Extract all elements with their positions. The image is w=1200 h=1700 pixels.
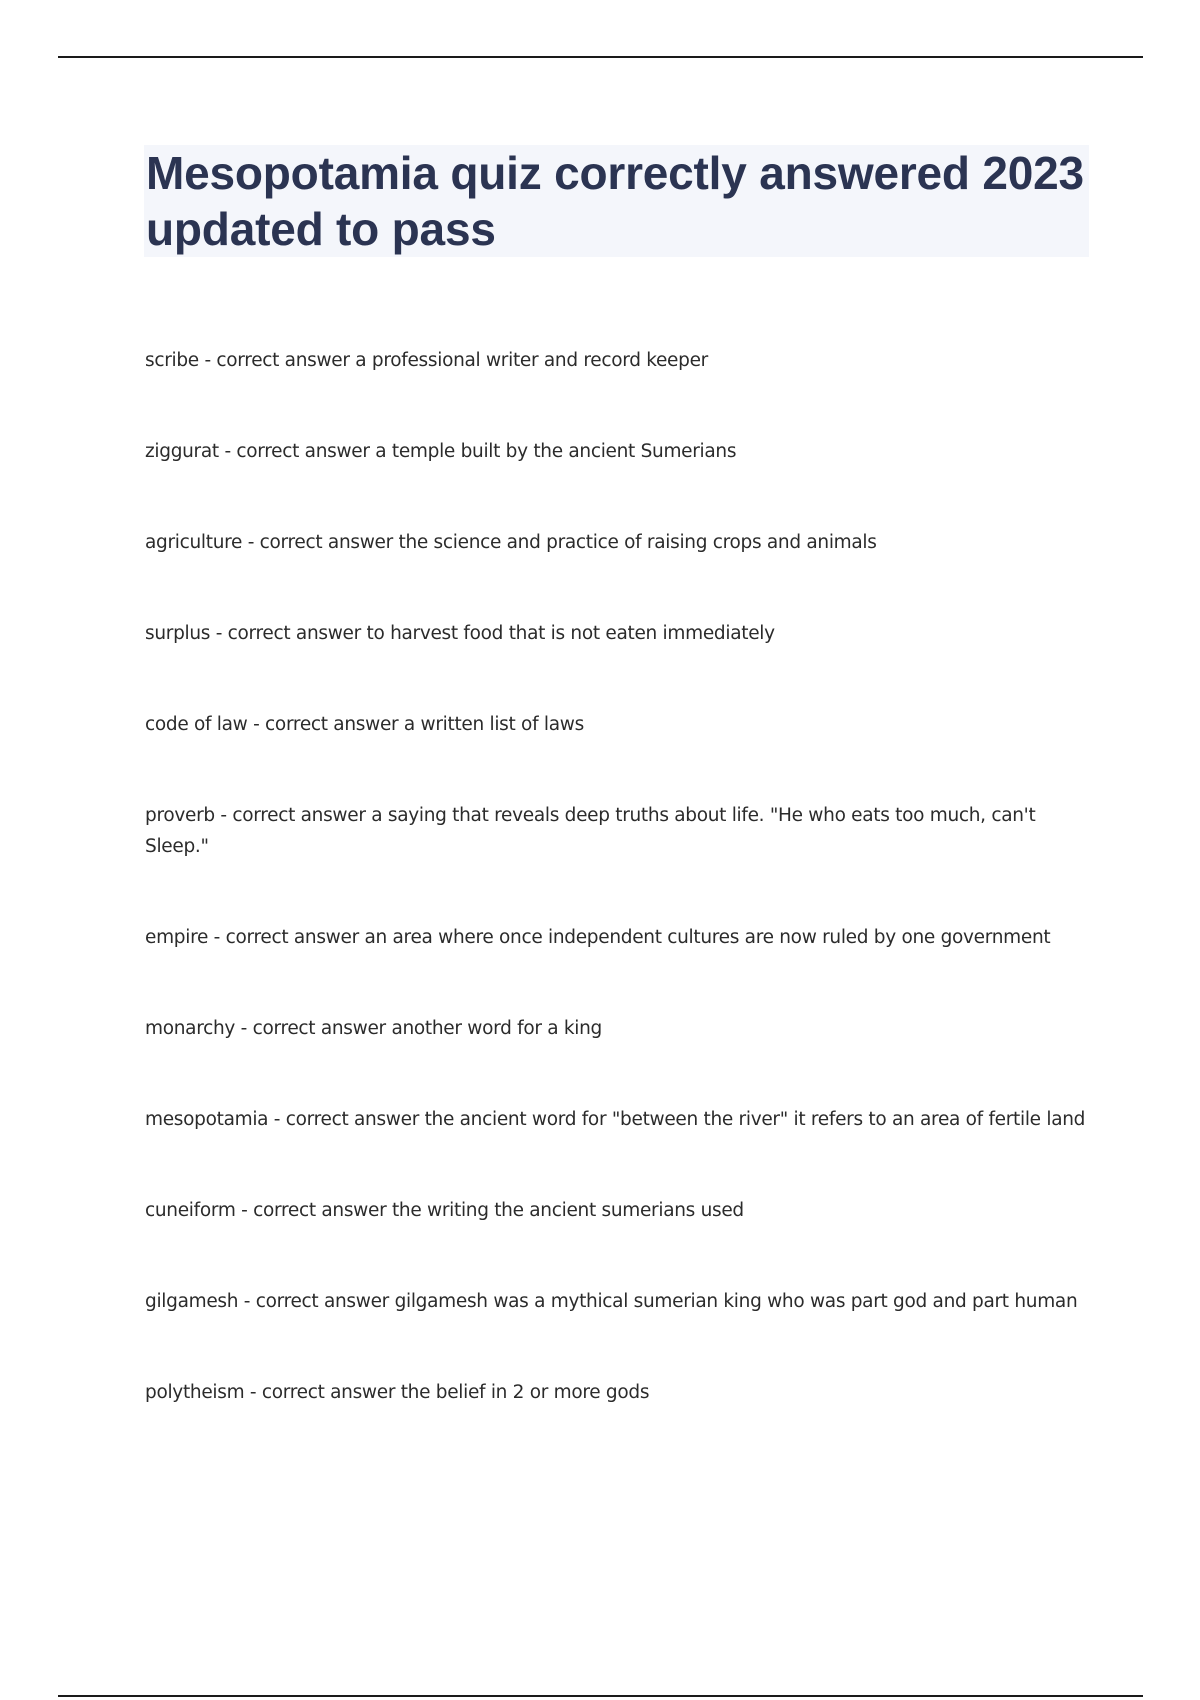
- top-rule: [58, 56, 1143, 58]
- title-block: [144, 145, 1089, 257]
- quiz-entry: mesopotamia - correct answer the ancient word for "between the river" it refers to an area of fertile land: [145, 1109, 1086, 1130]
- quiz-entry: proverb - correct answer a saying that reveals deep truths about life. "He who eats too much, can't Sleep.": [145, 805, 1036, 857]
- quiz-entry: empire - correct answer an area where once independent cultures are now ruled by one government: [145, 927, 1051, 948]
- quiz-entry: agriculture - correct answer the science and practice of raising crops and animals: [145, 532, 877, 553]
- quiz-entry: monarchy - correct answer another word for a king: [145, 1018, 602, 1039]
- quiz-entry: polytheism - correct answer the belief in 2 or more gods: [145, 1382, 650, 1403]
- quiz-entry-list: [145, 345, 1090, 1468]
- quiz-entry: gilgamesh - correct answer gilgamesh was a mythical sumerian king who was part god and part human: [145, 1291, 1078, 1312]
- quiz-entry: scribe - correct answer a professional writer and record keeper: [145, 350, 708, 371]
- quiz-entry: ziggurat - correct answer a temple built by the ancient Sumerians: [145, 441, 737, 462]
- quiz-entry: cuneiform - correct answer the writing the ancient sumerians used: [145, 1200, 744, 1221]
- quiz-entry: surplus - correct answer to harvest food that is not eaten immediately: [145, 623, 775, 644]
- quiz-entry: code of law - correct answer a written list of laws: [145, 714, 584, 735]
- bottom-rule: [58, 1695, 1143, 1697]
- document-title: Mesopotamia quiz correctly answered 2023 updated to pass: [146, 147, 1084, 255]
